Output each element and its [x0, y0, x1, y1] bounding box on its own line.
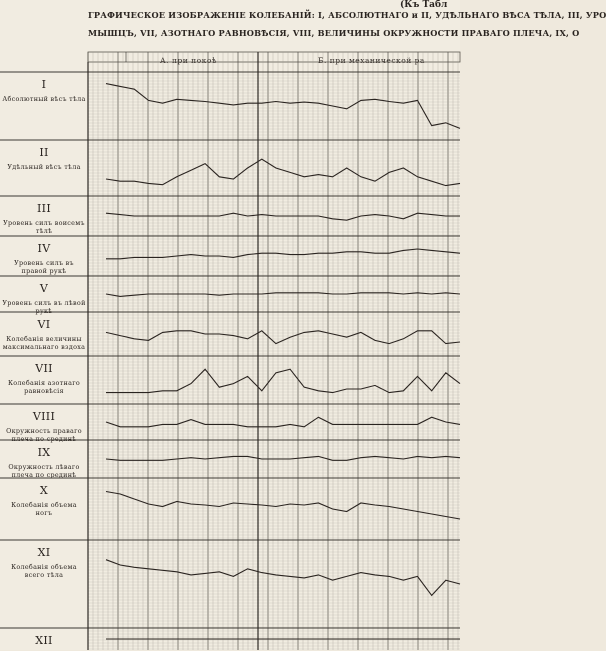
panel-caption: Удѣльный вѣсъ тѣла: [7, 162, 81, 171]
header-band: [88, 52, 460, 62]
panel-numeral: IV: [37, 242, 51, 255]
corner-note: (Къ Табл: [400, 0, 448, 10]
panel-numeral: VI: [37, 318, 51, 331]
panel-caption: Уровень силъ въ лѣвой рукѣ: [2, 298, 86, 315]
panel-caption: Колебанія азотнаго равновѣсія: [7, 378, 80, 395]
panel-caption: Абсолютный вѣсъ тѣла: [2, 94, 86, 103]
chart-title-line1: ГРАФИЧЕСКОЕ ИЗОБРАЖЕНІЕ КОЛЕБАНІЙ: I, АБСОЛЮТНАГО и II, УДѢЛЬНАГО ВѢСА ТѢЛА, III, УРО: [88, 10, 606, 20]
panel-numeral: X: [39, 484, 49, 497]
panel-caption: Окружность лѣваго плеча по срединѣ: [8, 462, 80, 479]
panel-numeral: I: [41, 78, 47, 91]
panel-caption: Уровень силъ воисемъ тѣлѣ: [3, 218, 85, 235]
panel-caption: Колебанія объема ногъ: [11, 500, 77, 517]
panel-numeral: II: [39, 146, 49, 159]
panel-numeral: XI: [37, 546, 51, 559]
panel-caption: Колебанія объема всего тѣла: [11, 562, 77, 579]
panel-caption: Окружность праваго плеча по срединѣ: [6, 426, 82, 443]
panel-numeral: III: [37, 202, 51, 215]
panel-numeral: VIII: [32, 410, 56, 423]
panel-caption: Колебанія величины максимальнаго вздоха: [2, 334, 86, 351]
section-rest-label: А. при покоѣ: [160, 56, 217, 65]
panel-caption: Уровень силъ въ правой рукѣ: [14, 258, 74, 275]
panel-numeral: XII: [35, 634, 53, 647]
panel-numeral: V: [39, 282, 49, 295]
section-work-label: Б. при механической ра: [318, 56, 425, 65]
panel-numeral: IX: [37, 446, 51, 459]
panel-numeral: VII: [35, 362, 53, 375]
chart-title-line2: МЫШЦЪ, VII, АЗОТНАГО РАВНОВѢСІЯ, VIII, ВЕЛИЧИНЫ ОКРУЖНОСТИ ПРАВАГО ПЛЕЧА, IX, О: [88, 28, 580, 38]
